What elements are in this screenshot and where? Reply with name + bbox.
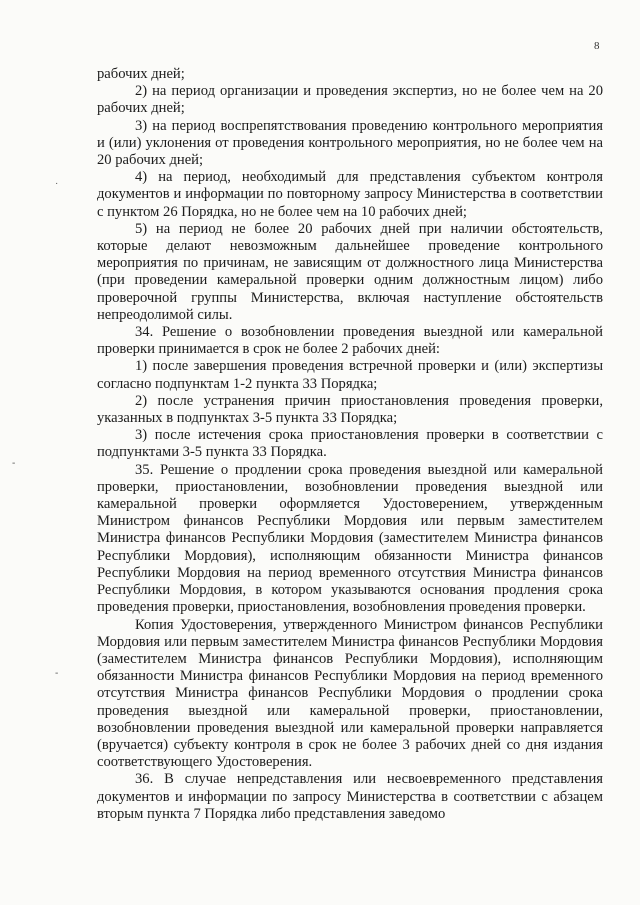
paragraph-continuation: рабочих дней; (97, 66, 185, 82)
paragraph-35-copy: Копия Удостоверения, утвержденного Министром финансов Республики Мордовия или первым заместителем Министра финансов Республики Мордовия (заместителем Министра финансов Республики Мордовия), исполняющим обязанности Министра финансов Республики Мордовия на период временного отсутствия Министра финансов Республики Мордовия о продлении срока проведения выездной или камеральной проверки, приостановлении, возобновлении проведения выездной или камеральной проверки направляется (вручается) субъекту контроля в срок не более 3 рабочих дней со дня издания соответствующего Удостоверения. (97, 616, 603, 771)
paragraph-34-item-2: 2) после устранения причин приостановления проведения проверки, указанных в подпунктах 3-5 пункта 33 Порядка; (97, 392, 603, 427)
scan-mark: - (12, 458, 16, 469)
paragraph-item-4: 4) на период, необходимый для представления субъектом контроля документов и информации по повторному запросу Министерства в соответствии с пунктом 26 Порядка, но не более чем на 10 рабочих дней; (97, 169, 603, 220)
paragraph-item-2: 2) на период организации и проведения экспертиз, но не более чем на 20 рабочих дней; (97, 83, 603, 117)
paragraph-36: 36. В случае непредставления или несвоевременного представления документов и информации по запросу Министерства в соответствии с абзацем вторым пункта 7 Порядка либо представления заведомо (97, 771, 603, 822)
paragraph-34: 34. Решение о возобновлении проведения выездной или камеральной проверки принимается в срок не более 2 рабочих дней: (97, 324, 603, 358)
paragraph-34-item-3: 3) после истечения срока приостановления проверки в соответствии с подпунктами 3-5 пункта 33 Порядка. (97, 427, 603, 461)
paragraph-item-3: 3) на период воспрепятствования проведению контрольного мероприятия и (или) уклонения от проведения контрольного мероприятия, но не более чем на 20 рабочих дней; (97, 117, 603, 169)
paragraph-35: 35. Решение о продлении срока проведения выездной или камеральной проверки, приостановлении, возобновлении проведения выездной или камеральной проверки оформляется Удостоверением, утвержденным Министром финансов Республики Мордовия или первым заместителем Министра финансов Республики Мордовия (заместителем Министра финансов Республики Мордовия), исполняющим обязанности Министра финансов Республики Мордовия на период временного отсутствия Министра финансов Республики Мордовия, в котором указываются основания продления срока проведения проверки, приостановления, возобновления проведения проверки. (97, 461, 603, 616)
document-body (97, 66, 603, 823)
scan-mark: · (55, 178, 59, 189)
scan-mark: - (55, 668, 59, 679)
page-number: 8 (594, 40, 600, 52)
paragraph-34-item-1: 1) после завершения проведения встречной проверки и (или) экспертизы согласно подпунктам 1-2 пункта 33 Порядка; (97, 358, 603, 392)
paragraph-item-5: 5) на период не более 20 рабочих дней при наличии обстоятельств, которые делают невозможным дальнейшее проведение контрольного мероприятия по причинам, не зависящим от должностного лица Министерства (при проведении камеральной проверки одним должностным лицом) либо проверочной группы Министерства, включая наступление обстоятельств непреодолимой силы. (97, 220, 603, 323)
